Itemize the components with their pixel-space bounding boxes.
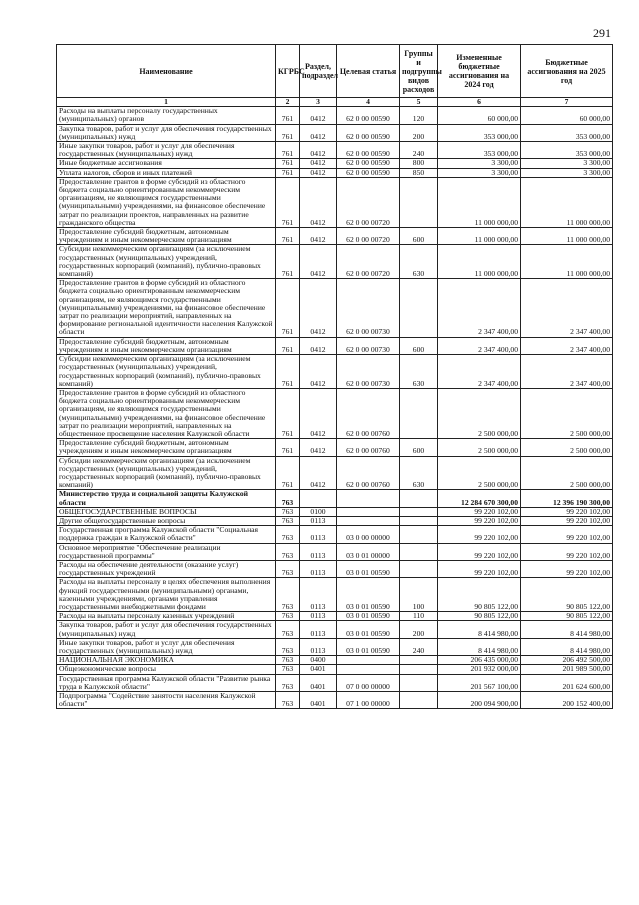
row-section: 0412 [300,279,337,337]
row-amount-2025: 201 989 500,00 [521,665,613,674]
row-article: 62 0 00 00720 [337,177,400,227]
row-section: 0412 [300,159,337,168]
row-article: 62 0 00 00760 [337,456,400,490]
row-code: 763 [276,674,300,691]
row-name: Закупка товаров, работ и услуг для обеспечения государственных (муниципальных) нужд [57,621,276,638]
column-number: 5 [400,98,438,107]
row-amount-2025: 99 220 102,00 [521,543,613,560]
row-code: 761 [276,107,300,124]
row-code: 763 [276,490,300,507]
row-name: Субсидии некоммерческим организациям (за исключением государственных (муниципальных) учреждений, государственных корпораций (компаний), публично-правовых компаний) [57,456,276,490]
row-group [400,490,438,507]
header-name: Наименование [57,45,276,98]
row-group [400,526,438,543]
row-amount-2024: 200 094 900,00 [438,692,521,709]
row-amount-2024: 2 500 000,00 [438,456,521,490]
row-article: 62 0 00 00590 [337,124,400,141]
row-article: 62 0 00 00590 [337,107,400,124]
row-section: 0412 [300,456,337,490]
row-name: Иные закупки товаров, работ и услуг для обеспечения государственных (муниципальных) нужд [57,142,276,159]
row-section: 0113 [300,526,337,543]
row-article [337,507,400,516]
row-article: 03 0 00 00000 [337,526,400,543]
table-row [57,355,613,389]
row-code: 763 [276,526,300,543]
row-section: 0113 [300,578,337,612]
row-code: 763 [276,612,300,621]
row-amount-2025: 2 500 000,00 [521,456,613,490]
row-name: Расходы на выплаты персоналу государственных (муниципальных) органов [57,107,276,124]
row-code: 761 [276,439,300,456]
table-row [57,177,613,227]
row-group: 110 [400,612,438,621]
row-name: Иные бюджетные ассигнования [57,159,276,168]
row-section: 0412 [300,142,337,159]
row-amount-2025: 11 000 000,00 [521,228,613,245]
row-article: 03 0 01 00590 [337,638,400,655]
row-article: 03 0 01 00590 [337,621,400,638]
row-amount-2024: 2 500 000,00 [438,388,521,438]
row-amount-2025: 2 347 400,00 [521,279,613,337]
row-group [400,516,438,525]
row-name: Субсидии некоммерческим организациям (за исключением государственных (муниципальных) учреждений, государственных корпораций (компаний), публично-правовых компаний) [57,245,276,279]
table-row [57,159,613,168]
row-amount-2024: 99 220 102,00 [438,516,521,525]
row-article: 62 0 00 00760 [337,439,400,456]
row-code: 761 [276,355,300,389]
row-amount-2024: 99 220 102,00 [438,526,521,543]
row-amount-2025: 11 000 000,00 [521,245,613,279]
row-article [337,656,400,665]
row-group: 100 [400,578,438,612]
row-group [400,656,438,665]
table-row [57,578,613,612]
row-group: 240 [400,142,438,159]
row-section: 0401 [300,674,337,691]
row-amount-2025: 2 500 000,00 [521,388,613,438]
table-row [57,621,613,638]
row-amount-2024: 353 000,00 [438,142,521,159]
row-group [400,674,438,691]
row-amount-2025: 353 000,00 [521,124,613,141]
row-amount-2024: 2 347 400,00 [438,279,521,337]
table-row [57,279,613,337]
row-article: 62 0 00 00720 [337,228,400,245]
row-name: Государственная программа Калужской области "Социальная поддержка граждан в Калужской области" [57,526,276,543]
row-code: 763 [276,621,300,638]
row-code: 763 [276,560,300,577]
row-group: 630 [400,456,438,490]
row-amount-2024: 60 000,00 [438,107,521,124]
row-article: 62 0 00 00730 [337,355,400,389]
row-code: 761 [276,337,300,354]
row-amount-2025: 12 396 190 300,00 [521,490,613,507]
row-group [400,692,438,709]
header-row [57,45,613,98]
table-row [57,124,613,141]
header-v2024: Измененные бюджетные ассигнования на 2024 год [438,45,521,98]
column-number: 4 [337,98,400,107]
row-name: Предоставление субсидий бюджетным, автономным учреждениям и иным некоммерческим организациям [57,337,276,354]
row-section: 0113 [300,612,337,621]
row-article [337,665,400,674]
row-code: 761 [276,456,300,490]
table-row [57,245,613,279]
row-name: Предоставление грантов в форме субсидий из областного бюджета социально ориентированным некоммерческим организациям, не являющимся государственными (муниципальными) учреждениями, на финансовое обеспечение затрат по реализации проектов, направленных на развитие гражданского общества [57,177,276,227]
header-code: КГРБС [276,45,300,98]
row-group [400,665,438,674]
row-name: Основное мероприятие "Обеспечение реализации государственной программы" [57,543,276,560]
row-section: 0113 [300,638,337,655]
row-group [400,560,438,577]
budget-table [56,44,613,709]
row-article: 07 1 00 00000 [337,692,400,709]
row-group: 200 [400,621,438,638]
row-code: 761 [276,279,300,337]
row-amount-2025: 8 414 980,00 [521,621,613,638]
table-row [57,388,613,438]
row-code: 763 [276,507,300,516]
row-name: Другие общегосударственные вопросы [57,516,276,525]
row-code: 763 [276,516,300,525]
row-code: 763 [276,656,300,665]
row-amount-2025: 3 300,00 [521,159,613,168]
row-amount-2024: 201 567 100,00 [438,674,521,691]
table-row [57,142,613,159]
table-row [57,228,613,245]
row-amount-2024: 99 220 102,00 [438,560,521,577]
row-code: 763 [276,578,300,612]
row-group [400,279,438,337]
row-article: 62 0 00 00590 [337,142,400,159]
row-group: 200 [400,124,438,141]
row-code: 761 [276,388,300,438]
column-number: 2 [276,98,300,107]
table-row [57,692,613,709]
row-article: 03 0 01 00590 [337,560,400,577]
row-article: 03 0 01 00000 [337,543,400,560]
row-article: 62 0 00 00590 [337,168,400,177]
row-article: 03 0 01 00590 [337,612,400,621]
table-row [57,526,613,543]
table-row [57,665,613,674]
row-amount-2024: 3 300,00 [438,168,521,177]
row-amount-2025: 2 347 400,00 [521,337,613,354]
row-article: 07 0 00 00000 [337,674,400,691]
table-row [57,543,613,560]
row-amount-2024: 8 414 980,00 [438,621,521,638]
row-amount-2025: 90 805 122,00 [521,612,613,621]
row-article: 03 0 01 00590 [337,578,400,612]
row-name: Предоставление грантов в форме субсидий из областного бюджета социально ориентированным некоммерческим организациям, не являющимся государственными (муниципальными) учреждениями, на финансовое обеспечение затрат по реализации мероприятий, направленных на формирование региональной идентичности населения Калужской области [57,279,276,337]
row-section: 0412 [300,439,337,456]
row-section: 0412 [300,388,337,438]
table-row [57,456,613,490]
row-code: 763 [276,665,300,674]
row-section: 0113 [300,560,337,577]
table-row [57,490,613,507]
row-name: Общеэкономические вопросы [57,665,276,674]
page-number: 291 [593,26,611,40]
row-amount-2024: 353 000,00 [438,124,521,141]
row-section: 0100 [300,507,337,516]
row-amount-2025: 90 805 122,00 [521,578,613,612]
table-row [57,638,613,655]
row-article: 62 0 00 00730 [337,337,400,354]
row-amount-2024: 11 000 000,00 [438,245,521,279]
row-article: 62 0 00 00730 [337,279,400,337]
row-code: 761 [276,177,300,227]
row-amount-2025: 60 000,00 [521,107,613,124]
row-code: 763 [276,692,300,709]
row-group [400,177,438,227]
row-name: Расходы на обеспечение деятельности (оказание услуг) государственных учреждений [57,560,276,577]
row-code: 761 [276,142,300,159]
row-group [400,543,438,560]
row-name: Уплата налогов, сборов и иных платежей [57,168,276,177]
row-group: 600 [400,439,438,456]
row-name: Государственная программа Калужской области "Развитие рынка труда в Калужской области" [57,674,276,691]
row-code: 761 [276,168,300,177]
row-section: 0113 [300,543,337,560]
row-amount-2024: 99 220 102,00 [438,543,521,560]
row-section: 0412 [300,245,337,279]
row-code: 761 [276,245,300,279]
row-name: Закупка товаров, работ и услуг для обеспечения государственных (муниципальных) нужд [57,124,276,141]
row-amount-2025: 201 624 600,00 [521,674,613,691]
table-row [57,674,613,691]
row-name: Министерство труда и социальной защиты Калужской области [57,490,276,507]
row-amount-2024: 11 000 000,00 [438,177,521,227]
row-article [337,516,400,525]
row-name: НАЦИОНАЛЬНАЯ ЭКОНОМИКА [57,656,276,665]
row-article [337,490,400,507]
row-section: 0412 [300,337,337,354]
row-code: 763 [276,638,300,655]
row-amount-2025: 99 220 102,00 [521,560,613,577]
row-name: Расходы на выплаты персоналу казенных учреждений [57,612,276,621]
row-name: ОБЩЕГОСУДАРСТВЕННЫЕ ВОПРОСЫ [57,507,276,516]
row-group [400,388,438,438]
row-amount-2024: 90 805 122,00 [438,578,521,612]
row-section: 0113 [300,516,337,525]
row-group: 850 [400,168,438,177]
row-name: Расходы на выплаты персоналу в целях обеспечения выполнения функций государственными (муниципальными) органами, казенными учреждениями, органами управления государственными внебюджетными фондами [57,578,276,612]
row-amount-2024: 2 500 000,00 [438,439,521,456]
column-number: 7 [521,98,613,107]
column-number: 3 [300,98,337,107]
row-amount-2025: 206 492 500,00 [521,656,613,665]
row-code: 761 [276,159,300,168]
row-amount-2025: 2 347 400,00 [521,355,613,389]
row-group: 630 [400,355,438,389]
row-amount-2024: 201 932 000,00 [438,665,521,674]
column-number: 1 [57,98,276,107]
table-body [57,107,613,709]
row-article: 62 0 00 00720 [337,245,400,279]
row-section: 0412 [300,107,337,124]
row-section: 0412 [300,228,337,245]
row-group: 630 [400,245,438,279]
row-amount-2024: 90 805 122,00 [438,612,521,621]
row-section: 0412 [300,168,337,177]
row-section: 0412 [300,177,337,227]
row-amount-2024: 11 000 000,00 [438,228,521,245]
row-amount-2025: 2 500 000,00 [521,439,613,456]
row-section: 0401 [300,665,337,674]
row-group: 600 [400,337,438,354]
row-group [400,507,438,516]
row-amount-2024: 2 347 400,00 [438,355,521,389]
row-amount-2024: 99 220 102,00 [438,507,521,516]
row-section: 0400 [300,656,337,665]
row-name: Субсидии некоммерческим организациям (за исключением государственных (муниципальных) учреждений, государственных корпораций (компаний), публично-правовых компаний) [57,355,276,389]
row-article: 62 0 00 00760 [337,388,400,438]
row-amount-2024: 2 347 400,00 [438,337,521,354]
row-group: 600 [400,228,438,245]
row-section: 0412 [300,355,337,389]
row-name: Подпрограмма "Содействие занятости населения Калужской области" [57,692,276,709]
row-amount-2024: 206 435 000,00 [438,656,521,665]
row-amount-2025: 3 300,00 [521,168,613,177]
row-amount-2025: 200 152 400,00 [521,692,613,709]
row-amount-2025: 353 000,00 [521,142,613,159]
table-row [57,107,613,124]
row-code: 761 [276,124,300,141]
row-section: 0113 [300,621,337,638]
row-amount-2025: 99 220 102,00 [521,507,613,516]
row-amount-2024: 12 284 670 300,00 [438,490,521,507]
row-section: 0401 [300,692,337,709]
row-amount-2025: 99 220 102,00 [521,516,613,525]
table-row [57,168,613,177]
row-name: Предоставление субсидий бюджетным, автономным учреждениям и иным некоммерческим организациям [57,228,276,245]
row-amount-2025: 8 414 980,00 [521,638,613,655]
column-number: 6 [438,98,521,107]
header-v2025: Бюджетные ассигнования на 2025 год [521,45,613,98]
row-section [300,490,337,507]
row-amount-2025: 11 000 000,00 [521,177,613,227]
table-row [57,439,613,456]
row-group: 800 [400,159,438,168]
row-group: 240 [400,638,438,655]
row-name: Предоставление субсидий бюджетным, автономным учреждениям и иным некоммерческим организациям [57,439,276,456]
row-name: Иные закупки товаров, работ и услуг для обеспечения государственных (муниципальных) нужд [57,638,276,655]
row-article: 62 0 00 00590 [337,159,400,168]
row-amount-2024: 3 300,00 [438,159,521,168]
header-group: Группы и подгруппы видов расходов [400,45,438,98]
table-row [57,560,613,577]
row-section: 0412 [300,124,337,141]
row-code: 763 [276,543,300,560]
table-row [57,337,613,354]
row-amount-2025: 99 220 102,00 [521,526,613,543]
header-section: Раздел, подраздел [300,45,337,98]
row-amount-2024: 8 414 980,00 [438,638,521,655]
row-code: 761 [276,228,300,245]
row-group: 120 [400,107,438,124]
row-name: Предоставление грантов в форме субсидий из областного бюджета социально ориентированным некоммерческим организациям, не являющимся государственными (муниципальными) учреждениями, на финансовое обеспечение затрат по реализации мероприятий, направленных на общественное просвещение населения Калужской области [57,388,276,438]
header-article: Целевая статья [337,45,400,98]
